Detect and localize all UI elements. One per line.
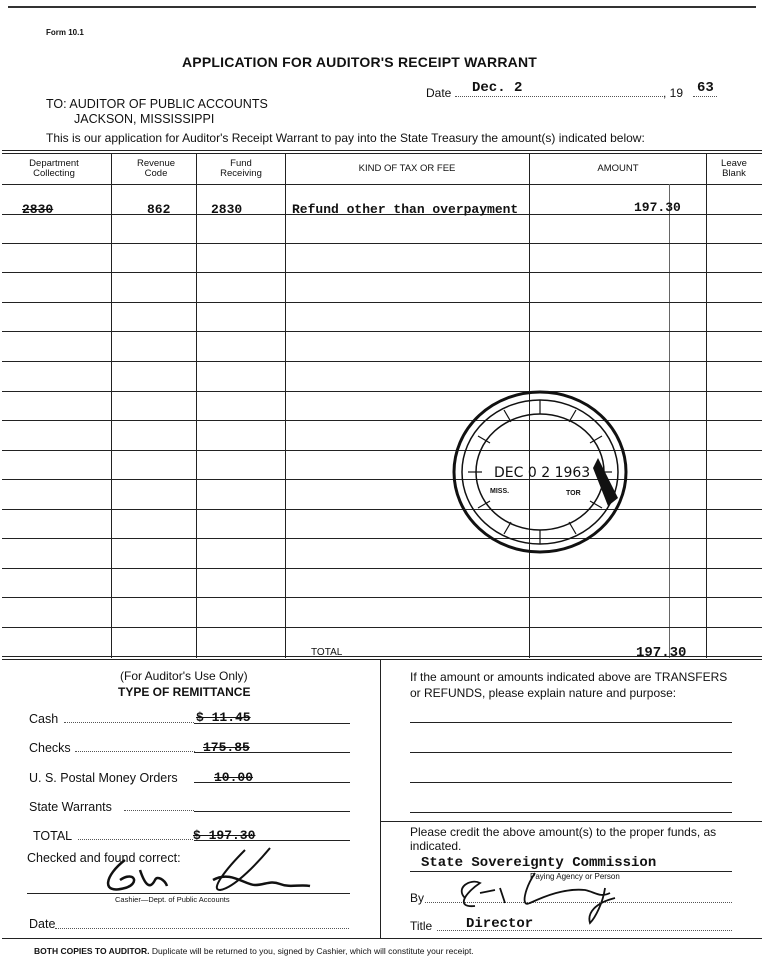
header-revenue-code: Revenue Code [136,158,176,179]
footer-rest: Duplicate will be returned to you, signed by Cashier, which will constitute your receipt. [151,946,474,956]
row-amount[interactable]: 197.30 [634,200,681,215]
right-mid-divider [380,821,762,822]
auditor-heading-1: (For Auditor's Use Only) [120,669,248,683]
row-kind[interactable]: Refund other than overpayment [292,202,519,217]
explain-line-1[interactable] [410,722,732,723]
header-fund: Fund Receiving [220,158,262,179]
stamp-text-1: MISS. [490,488,510,495]
auditor-heading-2: TYPE OF REMITTANCE [118,685,251,699]
footer-note [34,946,474,956]
title-value[interactable]: Director [466,916,534,932]
bottom-border [2,938,762,939]
cashier-label: Cashier—Dept. of Public Accounts [115,895,230,904]
explain-line-4[interactable] [410,812,732,813]
date-label: Date [426,86,452,100]
table-total-value[interactable]: 197.30 [636,645,687,661]
cash-label: Cash [29,712,59,726]
row-fund[interactable]: 2830 [211,202,243,217]
header-department: Department Collecting [29,158,79,179]
auditor-total-value[interactable]: $ 197.30 [193,828,256,843]
agency-value[interactable]: State Sovereignty Commission [421,855,657,871]
top-border-line [8,6,756,8]
auditor-date-label: Date [29,917,56,931]
row-dept[interactable]: 2830 [22,202,54,217]
date-value[interactable]: Dec. 2 [472,80,523,96]
header-kind: KIND OF TAX OR FEE [358,163,456,174]
explain-line-3[interactable] [410,782,732,783]
year-value[interactable]: 63 [697,80,714,96]
row-revenue[interactable]: 862 [147,202,171,217]
checked-label: Checked and found correct: [27,851,181,865]
cashier-signature [95,840,325,900]
title-label: Title [410,919,433,933]
to-line-2: JACKSON, MISSISSIPPI [74,112,215,126]
money-orders-value[interactable]: 10.00 [214,770,254,785]
footer-bold: BOTH COPIES TO AUDITOR. [34,946,150,956]
checks-value[interactable]: 175.85 [203,740,250,755]
money-orders-label: U. S. Postal Money Orders [29,771,178,785]
table-total-label: TOTAL [311,647,343,658]
form-number: Form 10.1 [46,28,84,37]
form-title: APPLICATION FOR AUDITOR'S RECEIPT WARRANT [182,54,538,70]
to-line-1: TO: AUDITOR OF PUBLIC ACCOUNTS [46,97,268,111]
year-underline [693,96,717,97]
checks-label: Checks [29,741,71,755]
header-leave-blank: Leave Blank [721,158,747,179]
cash-value[interactable]: $ 11.45 [196,710,251,725]
auditor-total-label: TOTAL [33,829,73,843]
by-label: By [410,891,425,905]
stamp-date: DEC 0 2 1963 [494,465,591,481]
credit-text: Please credit the above amount(s) to the proper funds, as indicated. [410,825,717,853]
bottom-center-divider [380,660,381,938]
year-prefix: , 19 [663,86,684,100]
explain-line-2[interactable] [410,752,732,753]
date-underline [455,96,663,97]
explain-text: If the amount or amounts indicated above are TRANSFERS or REFUNDS, please explain nature and purpose: [410,670,728,700]
intro-text: This is our application for Auditor's Receipt Warrant to pay into the State Treasury the amount(s) indicated below: [46,131,645,145]
agency-label: Paying Agency or Person [530,872,620,881]
state-warrants-label: State Warrants [29,800,112,814]
stamp-text-2: TOR [566,490,581,497]
header-amount: AMOUNT [597,163,639,174]
